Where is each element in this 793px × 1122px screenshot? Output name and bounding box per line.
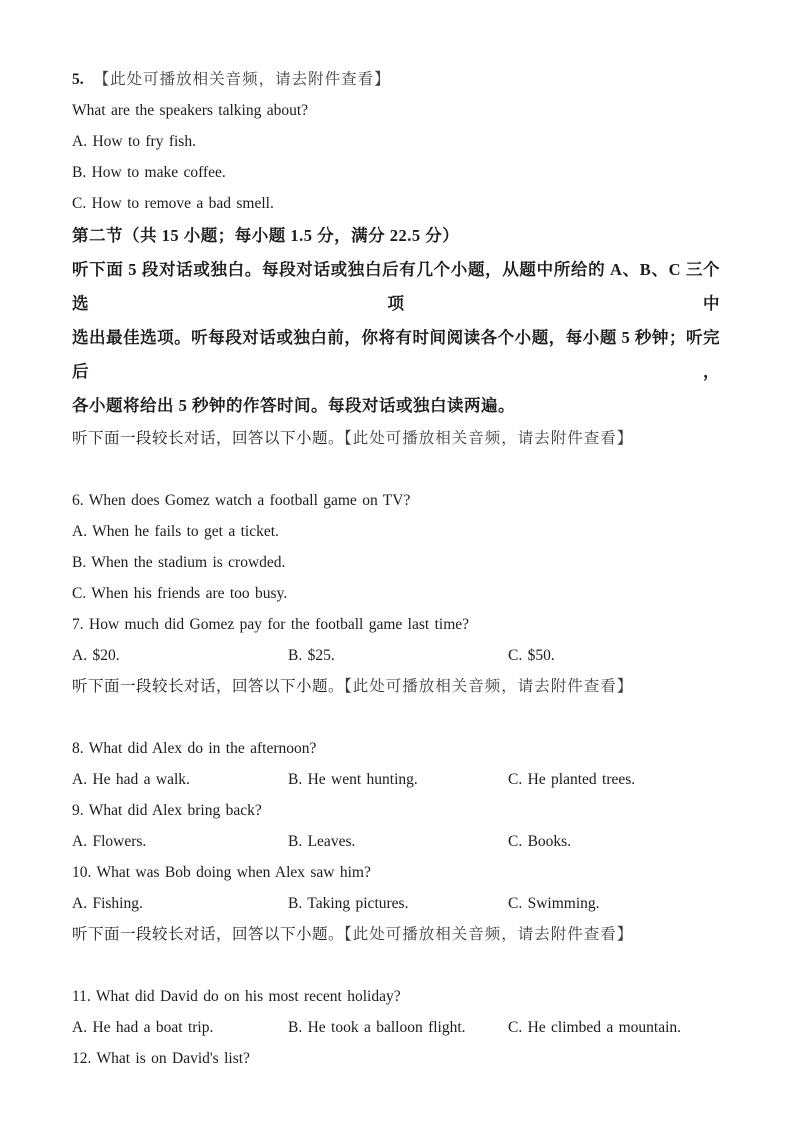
question-10-option-a: A. Fishing. (72, 895, 143, 912)
question-6-option-c: C. When his friends are too busy. (72, 585, 288, 602)
question-12-text: 12. What is on David's list? (72, 1050, 250, 1067)
question-7-text: 7. How much did Gomez pay for the football game last time? (72, 616, 470, 633)
question-11-option-b: B. He took a balloon flight. (288, 1019, 466, 1036)
question-8-option-a: A. He had a walk. (72, 771, 190, 788)
spacer (72, 454, 720, 485)
question-5-audio-line (72, 64, 720, 95)
question-8-option-b: B. He went hunting. (288, 771, 418, 788)
spacer (72, 950, 720, 981)
question-9-option-c: C. Books. (508, 833, 572, 850)
question-6-option-a: A. When he fails to get a ticket. (72, 523, 279, 540)
dialogue-3-audio-prefix: 听下面一段较长对话，回答以下小题。 (72, 926, 345, 943)
dialogue-1-audio-prompt (72, 423, 720, 454)
question-10-option-b: B. Taking pictures. (288, 895, 409, 912)
question-9-option-b: B. Leaves. (288, 833, 356, 850)
dialogue-2-audio-note: 【此处可播放相关音频，请去附件查看】 (344, 678, 634, 695)
question-5-audio-note: 【此处可播放相关音频，请去附件查看】 (93, 71, 391, 88)
question-10-options-row (72, 888, 720, 919)
question-5-option-c: C. How to remove a bad smell. (72, 195, 274, 212)
question-7-option-a: A. $20. (72, 647, 120, 664)
question-8-option-c: C. He planted trees. (508, 771, 636, 788)
dialogue-2-audio-prompt (72, 671, 720, 702)
question-5-number: 5. (72, 71, 84, 88)
question-7-option-c: C. $50. (508, 647, 555, 664)
dialogue-2-audio-prefix: 听下面一段较长对话，回答以下小题。 (72, 678, 345, 695)
question-11-option-c: C. He climbed a mountain. (508, 1019, 682, 1036)
question-5-text: What are the speakers talking about? (72, 102, 309, 119)
question-7-options-row (72, 640, 720, 671)
dialogue-3-audio-prompt (72, 919, 720, 950)
question-6-text: 6. When does Gomez watch a football game on TV? (72, 492, 411, 509)
section-2-instruction-line-1: 听下面 5 段对话或独白。每段对话或独白后有几个小题，从题中所给的 A、B、C 三个选项中 (72, 260, 720, 313)
section-2-instruction-line-3: 各小题将给出 5 秒钟的作答时间。每段对话或独白读两遍。 (72, 396, 515, 415)
dialogue-1-audio-note: 【此处可播放相关音频，请去附件查看】 (344, 430, 634, 447)
question-8-options-row (72, 764, 720, 795)
question-11-options-row (72, 1012, 720, 1043)
spacer (72, 702, 720, 733)
question-6-option-b: B. When the stadium is crowded. (72, 554, 286, 571)
question-11-option-a: A. He had a boat trip. (72, 1019, 214, 1036)
question-9-options-row (72, 826, 720, 857)
question-10-option-c: C. Swimming. (508, 895, 600, 912)
question-5-option-b: B. How to make coffee. (72, 164, 226, 181)
question-11-text: 11. What did David do on his most recent holiday? (72, 988, 401, 1005)
section-2-instruction-line-2: 选出最佳选项。听每段对话或独白前，你将有时间阅读各个小题，每小题 5 秒钟；听完后， (72, 328, 720, 381)
section-2-title: 第二节（共 15 小题；每小题 1.5 分，满分 22.5 分） (72, 226, 460, 245)
question-10-text: 10. What was Bob doing when Alex saw him? (72, 864, 371, 881)
question-8-text: 8. What did Alex do in the afternoon? (72, 740, 317, 757)
question-9-option-a: A. Flowers. (72, 833, 147, 850)
question-5-option-a: A. How to fry fish. (72, 133, 196, 150)
question-9-text: 9. What did Alex bring back? (72, 802, 262, 819)
question-7-option-b: B. $25. (288, 647, 335, 664)
dialogue-1-audio-prefix: 听下面一段较长对话，回答以下小题。 (72, 430, 345, 447)
dialogue-3-audio-note: 【此处可播放相关音频，请去附件查看】 (344, 926, 634, 943)
